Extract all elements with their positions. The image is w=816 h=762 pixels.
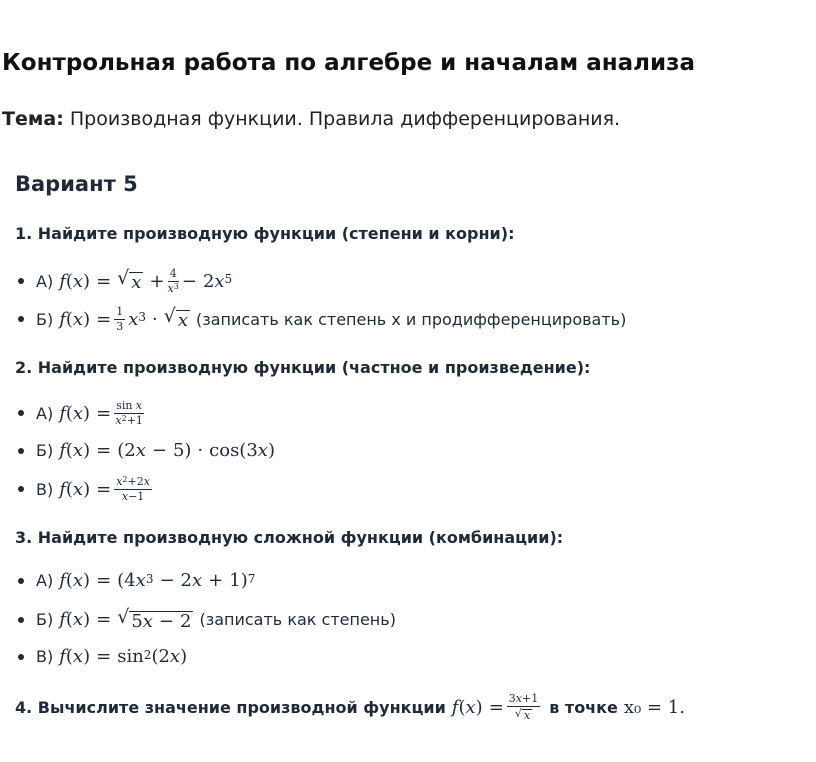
topic-label: Тема: bbox=[2, 108, 64, 130]
topic-text: Производная функции. Правила дифференцирования. bbox=[69, 108, 621, 130]
page-title: Контрольная работа по алгебре и началам анализа bbox=[2, 50, 695, 76]
bullet-icon bbox=[18, 410, 24, 416]
item-marker: Б) bbox=[36, 441, 54, 460]
task-2-heading: 2. Найдите производную функции (частное и произведение): bbox=[15, 358, 591, 377]
task-3-item-a bbox=[18, 570, 255, 591]
bullet-icon bbox=[18, 617, 24, 623]
formula-1b: f ( x ) = $\frac{1}{3}$ x 3 · √ x bbox=[59, 305, 188, 333]
formula-4: f ( x ) = 3x+1 √ x bbox=[451, 692, 539, 722]
formula-3b: f ( x ) = √ 5x − 2 bbox=[59, 606, 192, 632]
bullet-icon bbox=[18, 486, 24, 492]
item-marker: В) bbox=[36, 647, 54, 666]
task-3-heading: 3. Найдите производную сложной функции (комбинации): bbox=[15, 528, 564, 547]
formula-3a: f ( x ) = (4 x 3 − 2 x + 1) 7 bbox=[59, 570, 256, 591]
bullet-icon bbox=[18, 278, 24, 284]
formula-2c: f ( x ) = $\frac{x^2+2x}{x-1}$ bbox=[59, 475, 150, 503]
topic-line bbox=[2, 108, 620, 130]
item-marker: А) bbox=[36, 571, 54, 590]
task-1b-note: (записать как степень x и продифференцировать) bbox=[196, 309, 627, 329]
task-4-heading-mid: в точке bbox=[549, 697, 618, 717]
item-marker: В) bbox=[36, 479, 54, 499]
task-3-item-b bbox=[18, 608, 396, 632]
item-marker: А) bbox=[36, 271, 54, 291]
task-1-heading: 1. Найдите производную функции (степени и корни): bbox=[15, 224, 515, 243]
bullet-icon bbox=[18, 448, 24, 454]
bullet-icon bbox=[18, 654, 24, 660]
task-4-heading-pre: 4. Вычислите значение производной функции bbox=[15, 697, 446, 717]
variant-title: Вариант 5 bbox=[15, 172, 138, 196]
bullet-icon bbox=[18, 316, 24, 322]
formula-1a: f ( x ) = √ x + $\frac{4}{x^3}$ − 2 x 5 bbox=[59, 267, 233, 295]
formula-3c: f ( x ) = sin 2 (2 x ) bbox=[59, 646, 188, 667]
item-marker: А) bbox=[36, 403, 54, 423]
bullet-icon bbox=[18, 578, 24, 584]
task-3-item-c bbox=[18, 646, 187, 667]
point-value: x₀ = 1. bbox=[623, 696, 685, 718]
task-1-item-a bbox=[18, 268, 232, 294]
task-2-item-b bbox=[18, 440, 275, 461]
task-2-item-c bbox=[18, 476, 155, 502]
task-3b-note: (записать как степень) bbox=[199, 610, 396, 630]
formula-2a: f ( x ) = $\frac{\text{sin x}}{x^2+1}$ bbox=[59, 399, 143, 427]
task-1-item-b bbox=[18, 306, 626, 332]
formula-2b: f ( x ) = (2 x − 5) · cos(3 x ) bbox=[59, 440, 275, 461]
item-marker: Б) bbox=[36, 309, 54, 329]
item-marker: Б) bbox=[36, 610, 54, 630]
task-4-heading bbox=[15, 693, 685, 722]
task-2-item-a bbox=[18, 400, 147, 426]
